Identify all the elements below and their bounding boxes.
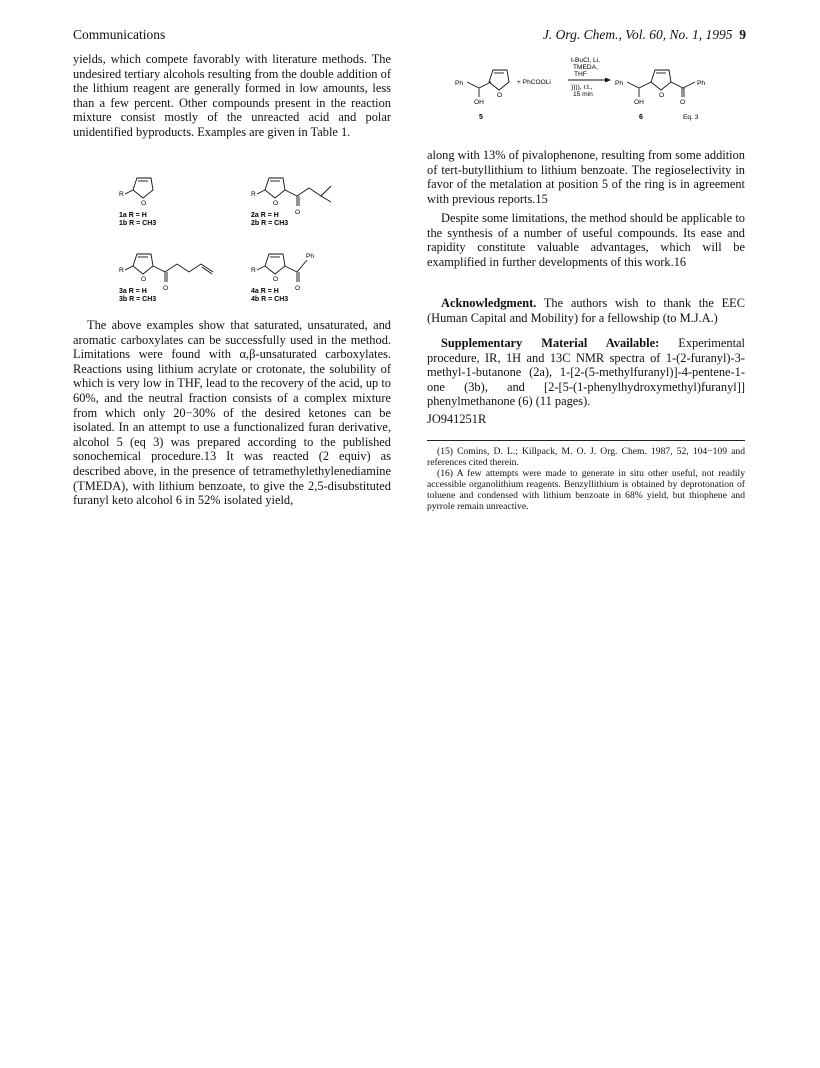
condition-3: THF [574,71,587,78]
o-label: O [141,276,147,283]
reagent-label: + PhCOOLi [517,79,551,86]
structure-3 [119,254,213,292]
r-label: R [119,191,124,198]
footnotes [427,446,745,512]
caption-3a: 3a R = H [119,288,147,295]
right-paragraph-2 [427,211,745,269]
acknowledgment [427,296,745,325]
left-paragraph-1 [73,52,391,140]
r-label: R [119,267,124,274]
compound-6-number: 6 [639,114,643,121]
structure-1 [119,178,153,207]
o-label: O [141,200,147,207]
supplementary-material [427,336,745,409]
supplementary-label: Supplementary Material Available: [441,336,660,350]
carbonyl-o-label: O [680,99,686,106]
caption-4b: 4b R = CH3 [251,296,289,303]
caption-1a: 1a R = H [119,212,147,219]
left-paragraph-2 [73,318,391,508]
page-number: 9 [739,27,746,42]
o-label: O [273,276,279,283]
ph-label: Ph [306,253,315,260]
o-label: O [273,200,279,207]
paragraph-text: The above examples show that saturated, unsaturated, and aromatic carboxylates can be successfully used in the method. Limitations were found with α,β-unsaturated carboxylates. Reactions using lithium acrylate or crotonate, the solubility of which is very low in THF, lead to the recovery of the acid, up to 60%, and the neutral fraction consists of a complex mixture from which only 20−30% of the desired ketones can be isolated. In an attempt to use a functionalized furan derivative, alcohol 5 (eq 3) was prepared according to the published sonochemical procedure.13 It was reacted (2 equiv) as described above, in the presence of tetramethylethylenediamine (TMEDA), with lithium benzoate, to give the 2,5-disubstituted furanyl keto alcohol 6 in 52% isolated yield, [73,318,391,508]
oh-label: OH [474,99,484,106]
condition-5: 15 min [573,91,593,98]
journal-header [520,27,746,43]
ph-label: Ph [615,80,624,87]
structure-2 [251,178,331,216]
condition-4: )))), r.t., [571,84,593,91]
compound-6 [615,70,705,121]
paragraph-text: Despite some limitations, the method should be applicable to the synthesis of a number of useful compounds. Its ease and rapidity constitute valuable advantages, which will be examplified in further developments of this work.16 [427,211,745,269]
right-paragraph-1 [427,148,745,206]
acknowledgment-text: The authors wish to thank the EEC (Human Capital and Mobility) for a fellowship (to M.J.A.) [427,296,745,325]
structure-4 [251,253,314,292]
paragraph-text: yields, which compete favorably with literature methods. The undesired tertiary alcohols resulting from the double addition of the lithium reagent are generally formed in low amounts, less than a few percent. Other compounds present in the reaction mixture consist mostly of the unreacted acid and polar unidentified byproducts. Examples are given in Table 1. [73,52,391,139]
ph-label: Ph [455,80,464,87]
caption-3b: 3b R = CH3 [119,296,157,303]
table1-structures [110,168,360,310]
compound-5 [455,70,509,121]
carbonyl-o-label: O [295,209,301,216]
caption-2a: 2a R = H [251,212,279,219]
caption-2b: 2b R = CH3 [251,220,289,227]
paragraph-text: along with 13% of pivalophenone, resulting from some addition of tert-butyllithium to lithium benzoate. The regioselectivity in favor of the metalation at position 5 of the ring is in agreement with previous reports.15 [427,148,745,206]
r-label: R [251,267,256,274]
footnote-16: (16) A few attempts were made to generate in situ other useful, not readily accessible organolithium reagents. Benzyllithium is obtained by deprotonation of toluene and condensed with lithium benzoate in 68% yield, but thiophene and pyrrole remain unreactive. [427,468,745,512]
supplementary-text: Experimental procedure, IR, 1H and 13C NMR spectra of 1-(2-furanyl)-3-methyl-1-butanone (2a), 1-[2-(5-methylfuranyl)]-4-pentene-1-one (3b), and [2-[5-(1-phenylhydroxymethyl)furanyl]] phenylmethanone (6) (11 pages). [427,336,745,409]
carbonyl-o-label: O [163,285,169,292]
condition-2: TMEDA, [573,64,598,71]
reaction-arrow [568,57,611,98]
oh-label: OH [634,99,644,106]
caption-4a: 4a R = H [251,288,279,295]
journal-citation: J. Org. Chem., Vol. 60, No. 1, 1995 [542,27,733,42]
equation-3-scheme [455,52,745,128]
acknowledgment-label: Acknowledgment. [441,296,537,310]
o-label: O [659,92,665,99]
caption-1b: 1b R = CH3 [119,220,157,227]
o-label: O [497,92,503,99]
code-text: JO941251R [427,412,487,426]
compound-5-number: 5 [479,114,483,121]
r-label: R [251,191,256,198]
equation-label: Eq. 3 [683,114,699,121]
section-header: Communications [73,27,166,42]
footnote-15: (15) Comins, D. L.; Killpack, M. O. J. Org. Chem. 1987, 52, 104−109 and references cited therein. [427,446,745,468]
manuscript-code [427,412,745,427]
footnote-rule [427,440,745,441]
ph-label-right: Ph [697,80,706,87]
condition-1: t-BuCl, Li, [571,57,600,64]
carbonyl-o-label: O [295,285,301,292]
